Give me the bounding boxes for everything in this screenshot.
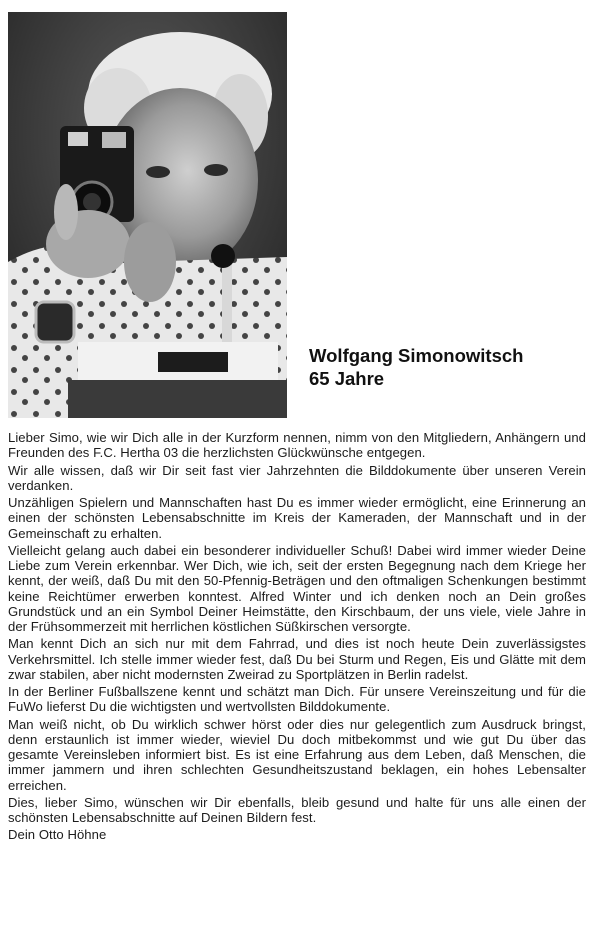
heading-age: 65 Jahre	[309, 368, 385, 389]
paragraph: Unzähligen Spielern und Mannschaften hast Du es immer wieder ermöglicht, eine Erinnerung an einen der schönsten Lebensabschnitte im Kreis der Kameraden, der Mannschaft und in der Gemeinschaft zu erhalten.	[8, 495, 586, 541]
portrait-photo	[8, 12, 287, 418]
paragraph: Lieber Simo, wie wir Dich alle in der Kurzform nennen, nimm von den Mitgliedern, Anhängern und Freunden des F.C. Hertha 03 die herzlichsten Glückwünsche entgegen.	[8, 430, 586, 461]
paragraph: Man kennt Dich an sich nur mit dem Fahrrad, und dies ist noch heute Dein zuverlässigstes Verkehrsmittel. Ich stelle immer wieder fest, daß Du bei Sturm und Regen, Eis und Glätte mit dem zwar stabilen, aber nicht modernsten Zweirad zu Sportplätzen in Berlin radelst.	[8, 636, 586, 682]
paragraph: Dies, lieber Simo, wünschen wir Dir ebenfalls, bleib gesund und halte für uns alle einen der schönsten Lebensabschnitte auf Deinen Bildern fest.	[8, 794, 586, 825]
photographer-portrait-image	[8, 12, 287, 418]
article-heading	[309, 344, 579, 390]
paragraph: Vielleicht gelang auch dabei ein besonderer individueller Schuß! Dabei wird immer wieder Deine Liebe zum Verein erkennbar. Wer Dich, wie ich, seit der ersten Begegnung nach dem Kriege her kennt, der weiß, daß Du mit den 50-Pfennig-Beträgen und den oftmaligen Schenkungen bestimmt keine Reichtümer erwerben konntest. Alfred Winter und ich denken noch an Dein großes Grundstück und an ein Symbol Deiner Heimstätte, den Kirschbaum, der uns viele, viele Jahre in der Frühsommerzeit mit herrlichen köstlichen Süßkirschen versorgte.	[8, 542, 586, 634]
heading-name: Wolfgang Simonowitsch	[309, 345, 524, 366]
paragraph: Wir alle wissen, daß wir Dir seit fast vier Jahrzehnten die Bilddokumente über unseren Verein verdanken.	[8, 462, 586, 493]
paragraph: In der Berliner Fußballszene kennt und schätzt man Dich. Für unsere Vereinszeitung und für die FuWo lieferst Du die wichtigsten und wertvollsten Bilddokumente.	[8, 684, 586, 715]
paragraph: Man weiß nicht, ob Du wirklich schwer hörst oder dies nur gelegentlich zum Ausdruck bringst, denn erstaunlich ist immer wieder, wieviel Du doch mitbekommst und wie gut Du über das gesamte Vereinsleben informiert bist. Es ist eine Erfahrung aus dem Leben, daß Menschen, die immer jammern und ihren schlechten Gesundheitszustand beklagen, ein hohes Lebensalter erreichen.	[8, 716, 586, 793]
signature: Dein Otto Höhne	[8, 827, 107, 843]
article-body	[8, 430, 586, 845]
